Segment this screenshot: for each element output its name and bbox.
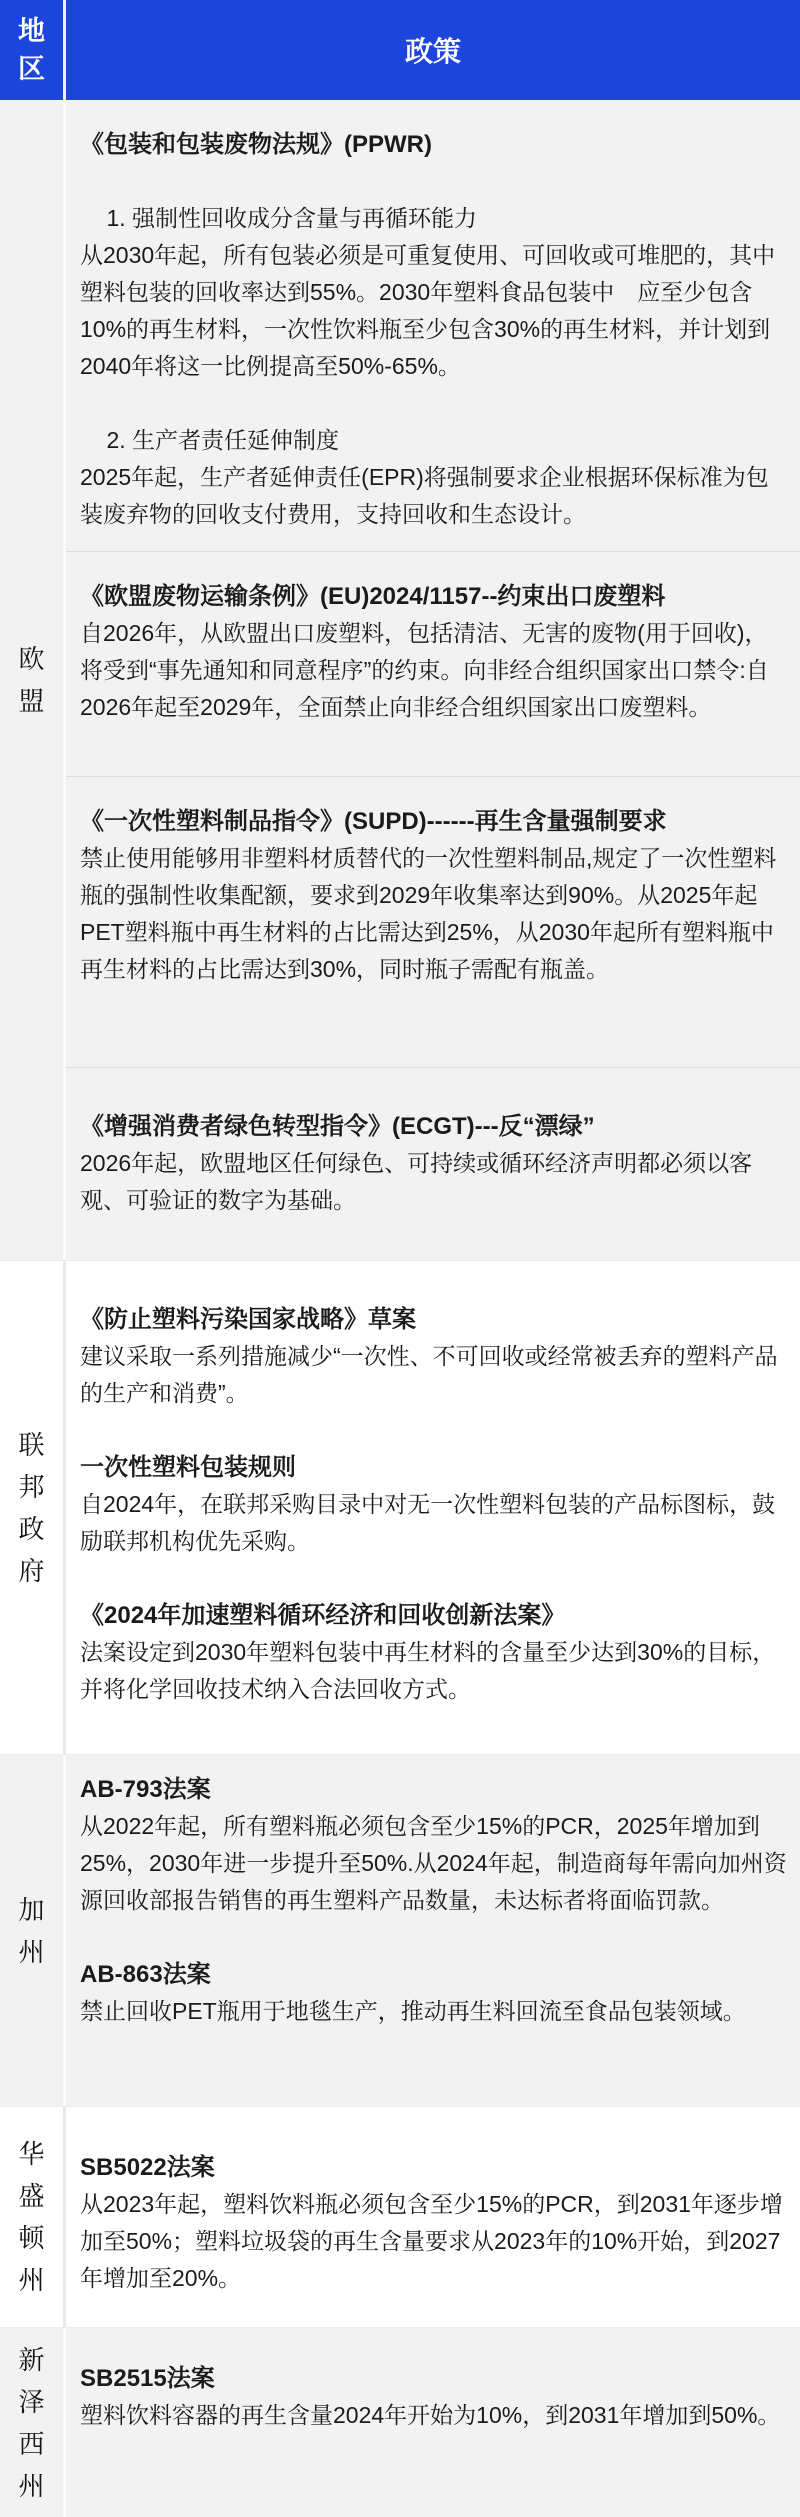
row-washington <box>0 2106 800 2327</box>
header-policy-label: 政策 <box>404 36 461 67</box>
ppwr-para-2: 2025年起，生产者延伸责任(EPR)将强制要求企业根据环保标准为包装废弃物的回收支付费用，支持回收和生态设计。 <box>80 464 769 527</box>
region-label-new-jersey: 新泽西州 <box>18 2344 45 2501</box>
policy-col-washington <box>66 2107 800 2327</box>
ecgt-title: 《增强消费者绿色转型指令》(ECGT)---反“漂绿” <box>80 1113 595 1140</box>
ppwr-item-1: 1. 强制性回收成分含量与再循环能力 <box>106 205 478 231</box>
accelerate-act-title: 《2024年加速塑料循环经济和回收创新法案》 <box>80 1602 566 1629</box>
table-header <box>0 0 800 100</box>
row-federal <box>0 1260 800 1754</box>
sb5022-title: SB5022法案 <box>80 2154 215 2181</box>
packaging-rule-title: 一次性塑料包装规则 <box>80 1454 296 1481</box>
strategy-title: 《防止塑料污染国家战略》草案 <box>80 1306 416 1333</box>
shipment-title: 《欧盟废物运输条例》(EU)2024/1157--约束出口废塑料 <box>80 583 666 610</box>
region-cell-new-jersey <box>0 2328 66 2517</box>
ab793-title: AB-793法案 <box>80 1776 211 1803</box>
section-washington-policies <box>66 2107 800 2327</box>
supd-para: 禁止使用能够用非塑料材质替代的一次性塑料制品,规定了一次性塑料瓶的强制性收集配额，要求到2029年收集率达到90%。从2025年起PET塑料瓶中再生材料的占比需达到25%，从2030年起所有塑料瓶中再生材料的占比需达到30%，同时瓶子需配有瓶盖。 <box>80 845 777 982</box>
supd-title: 《一次性塑料制品指令》(SUPD)------再生含量强制要求 <box>80 808 667 835</box>
region-cell-california <box>0 1755 66 2106</box>
region-label-washington: 华盛顿州 <box>18 2139 45 2295</box>
shipment-para: 自2026年，从欧盟出口废塑料，包括清洁、无害的废物(用于回收)，将受到“事先通知和同意程序”的约束。向非经合组织国家出口禁令:自2026年起至2029年，全面禁止向非经合组织国家出口废塑料。 <box>80 620 769 720</box>
header-cell-region <box>0 0 66 100</box>
section-ecgt <box>66 1067 800 1260</box>
sb2515-para: 塑料饮料容器的再生含量2024年开始为10%，到2031年增加到50%。 <box>80 2402 781 2428</box>
policy-col-eu <box>66 100 800 1260</box>
accelerate-act-para: 法案设定到2030年塑料包装中再生材料的含量至少达到30%的目标，并将化学回收技术纳入合法回收方式。 <box>80 1639 776 1702</box>
sb2515-title: SB2515法案 <box>80 2365 215 2392</box>
ppwr-item-2: 2. 生产者责任延伸制度 <box>106 427 340 453</box>
ab863-para: 禁止回收PET瓶用于地毯生产，推动再生料回流至食品包装领域。 <box>80 1998 746 2024</box>
sb5022-para: 从2023年起，塑料饮料瓶必须包含至少15%的PCR，到2031年逐步增加至50%；塑料垃圾袋的再生含量要求从2023年的10%开始，到2027年增加至20%。 <box>80 2191 783 2291</box>
section-waste-shipment <box>66 551 800 776</box>
region-label-eu: 欧盟 <box>18 644 45 716</box>
policy-col-federal <box>66 1261 800 1754</box>
section-ppwr <box>66 100 800 551</box>
ecgt-para: 2026年起，欧盟地区任何绿色、可持续或循环经济声明都必须以客观、可验证的数字为基础。 <box>80 1150 753 1213</box>
ab793-para: 从2022年起，所有塑料瓶必须包含至少15%的PCR，2025年增加到25%，2030年进一步提升至50%.从2024年起，制造商每年需向加州资源回收部报告销售的再生塑料产品数量，未达标者将面临罚款。 <box>80 1813 787 1913</box>
region-label-california: 加州 <box>18 1894 45 1967</box>
region-cell-eu <box>0 100 66 1260</box>
region-cell-federal <box>0 1261 66 1754</box>
policy-col-california <box>66 1755 800 2106</box>
region-label-federal: 联邦政府 <box>18 1429 45 1586</box>
packaging-rule-para: 自2024年，在联邦采购目录中对无一次性塑料包装的产品标图标，鼓励联邦机构优先采购。 <box>80 1491 776 1554</box>
header-cell-policy <box>66 0 800 100</box>
section-federal-policies <box>66 1261 800 1754</box>
section-new-jersey-policies <box>66 2328 800 2517</box>
policy-col-new-jersey <box>66 2328 800 2517</box>
header-region-label: 地区 <box>18 16 45 84</box>
ab863-title: AB-863法案 <box>80 1961 211 1988</box>
ppwr-title: 《包装和包装废物法规》(PPWR) <box>80 131 432 158</box>
strategy-para: 建议采取一系列措施减少“一次性、不可回收或经常被丢弃的塑料产品的生产和消费”。 <box>80 1343 778 1406</box>
section-california-policies <box>66 1755 800 2106</box>
region-cell-washington <box>0 2107 66 2327</box>
row-eu <box>0 100 800 1260</box>
row-california <box>0 1754 800 2106</box>
section-supd <box>66 776 800 1067</box>
ppwr-para-1: 从2030年起，所有包装必须是可重复使用、可回收或可堆肥的，其中塑料包装的回收率达到55%。2030年塑料食品包装中 应至少包含10%的再生材料，一次性饮料瓶至少包含30%的再生材料，并计划到2040年将这一比例提高至50%-65%。 <box>80 242 776 379</box>
row-new-jersey <box>0 2327 800 2517</box>
